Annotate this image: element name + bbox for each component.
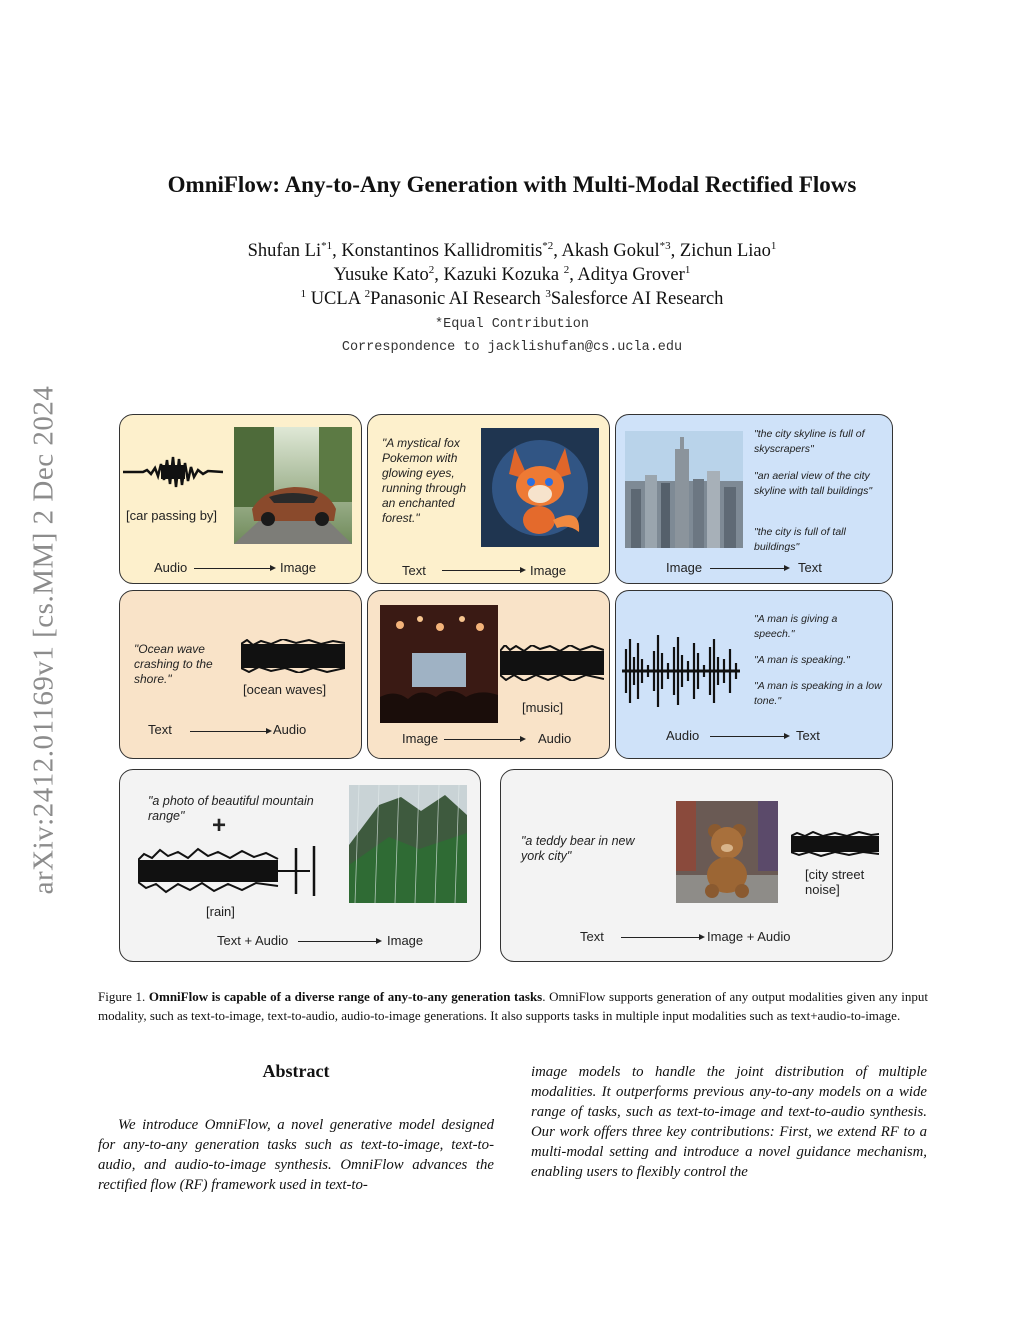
panel-audio-to-image	[119, 414, 362, 584]
prompt-quote: "a photo of beautiful mountain range"	[148, 794, 314, 823]
correspondence-note: Correspondence to jacklishufan@cs.ucla.edu	[341, 340, 683, 355]
panel-image-to-text	[615, 414, 893, 584]
caption-quote-3: "A man is speaking in a low tone."	[754, 680, 882, 707]
output-modality-label: Audio	[538, 731, 572, 746]
rain-audio-waveform	[138, 846, 318, 896]
arrow-icon	[710, 568, 788, 569]
caption-quote-1: "A man is giving a speech."	[754, 613, 838, 640]
audio-tag: [city street noise]	[805, 867, 865, 897]
city-skyline-image	[625, 431, 743, 548]
street-noise-waveform	[791, 831, 879, 857]
prompt-quote: "Ocean wave crashing to the shore."	[134, 642, 213, 686]
panel-text-to-image	[367, 414, 610, 584]
arxiv-identifier: arXiv:2412.01169v1 [cs.MM] 2 Dec 2024	[27, 385, 60, 895]
arrow-icon	[710, 736, 788, 737]
arrow-icon	[298, 941, 380, 942]
output-modality-label: Text	[798, 560, 822, 575]
abstract-left-column: We introduce OmniFlow, a novel generative model designed for any-to-any generation tasks such as text-to-image, text-to-audio, and audio-to-image synthesis. OmniFlow advances the rectified flow (RF) framework used in text-to-	[98, 1117, 494, 1193]
arrow-icon	[194, 568, 274, 569]
prompt-quote: "a teddy bear in new york city"	[521, 834, 635, 863]
arrow-icon	[444, 739, 524, 740]
teddy-bear-image	[676, 801, 778, 903]
input-modality-label: Audio	[154, 560, 188, 575]
abstract-right-column: image models to handle the joint distribution of multiple modalities. It outperforms previous any-to-any models on a wide range of tasks, such as text-to-image and text-to-audio synthesis. Our work offers three key contributions: First, we extend RF to a multi-modal setting and introduce a novel guidance mechanism, enabling users to flexibly control the	[531, 1064, 927, 1180]
abstract-heading: Abstract	[262, 1061, 330, 1081]
input-modality-label: Image	[402, 731, 439, 746]
rainy-mountain-image	[349, 785, 467, 903]
output-modality-label: Image	[280, 560, 317, 575]
affiliations: $^1$ UCLA $^2$Panasonic AI Research $^3$Salesforce AI Research	[300, 288, 724, 310]
panel-text-to-image-audio	[500, 769, 893, 962]
output-modality-label: Image	[530, 563, 567, 578]
arrow-icon	[621, 937, 703, 938]
arrow-icon	[442, 570, 524, 571]
input-modality-label: Audio	[666, 728, 700, 743]
input-modality-label: Image	[666, 560, 703, 575]
prompt-quote: "A mystical fox Pokemon with glowing eyes, running through an enchanted forest."	[382, 436, 467, 525]
plus-icon: +	[212, 812, 227, 839]
input-modality-label: Text	[580, 929, 604, 944]
figure-caption: Figure 1. OmniFlow is capable of a diverse range of any-to-any generation tasks. OmniFlow supports generation of any output modalities given any input modality, such as text-to-image, text-to-audio, audio-to-image generations. It also supports tasks in multiple input modalities such as text+audio-to-image.	[98, 989, 929, 1023]
concert-image	[380, 605, 498, 723]
panel-audio-to-text	[615, 590, 893, 759]
panel-text-to-audio	[119, 590, 362, 759]
fox-pokemon-image	[481, 428, 599, 547]
output-modality-label: Text	[796, 728, 820, 743]
input-modality-label: Text + Audio	[217, 933, 289, 948]
output-modality-label: Image + Audio	[707, 929, 791, 944]
author-line-1: Shufan Li$^{*1}$, Konstantinos Kallidromitis$^{*2}$, Akash Gokul$^{*3}$, Zichun Liao$^1$	[247, 240, 777, 262]
caption-quote-1: "the city skyline is full of skyscrapers"	[754, 428, 865, 455]
speech-audio-waveform	[622, 629, 740, 713]
car-audio-waveform	[123, 453, 223, 491]
output-modality-label: Audio	[273, 722, 307, 737]
music-audio-waveform	[500, 645, 604, 681]
paper-title: OmniFlow: Any-to-Any Generation with Multi-Modal Rectified Flows	[167, 172, 857, 197]
audio-tag: [music]	[522, 700, 564, 715]
audio-tag: [rain]	[206, 904, 235, 919]
panel-image-to-audio	[367, 590, 610, 759]
input-modality-label: Text	[402, 563, 426, 578]
author-line-2: Yusuke Kato$^2$, Kazuki Kozuka $^2$, Aditya Grover$^1$	[333, 264, 691, 286]
audio-tag: [car passing by]	[126, 508, 218, 523]
panel-text-audio-to-image	[119, 769, 481, 962]
caption-quote-2: "an aerial view of the city skyline with tall buildings"	[754, 470, 873, 497]
caption-quote-2: "A man is speaking."	[754, 654, 850, 666]
sports-car-image	[234, 427, 352, 544]
input-modality-label: Text	[148, 722, 172, 737]
audio-tag: [ocean waves]	[243, 682, 327, 697]
ocean-audio-waveform	[241, 639, 345, 673]
caption-quote-3: "the city is full of tall buildings"	[754, 526, 846, 553]
equal-contribution-note: *Equal Contribution	[435, 317, 589, 332]
output-modality-label: Image	[387, 933, 424, 948]
arrow-icon	[190, 731, 270, 732]
